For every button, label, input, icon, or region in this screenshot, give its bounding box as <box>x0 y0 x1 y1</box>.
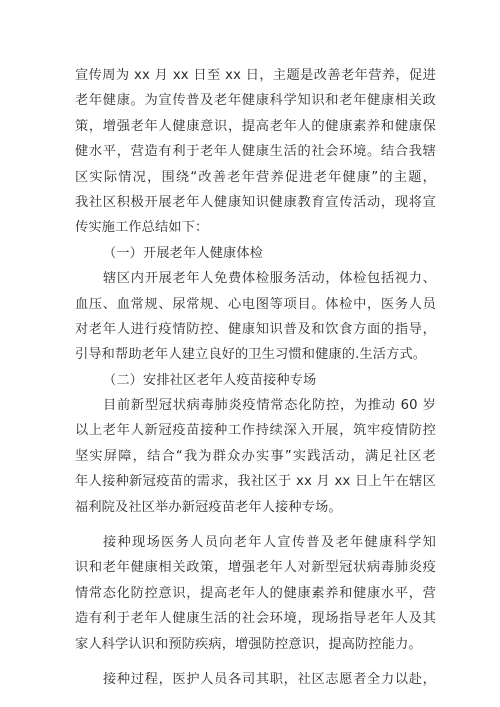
text-line: 区实际情况，围绕“改善老年营养促进老年健康”的主题， <box>75 169 436 185</box>
text-line: 识和老年健康相关政策，增强老年人对新型冠状病毒肺炎疫 <box>75 560 436 576</box>
text-line: 年人接种新冠疫苗的需求，我社区于 xx 月 xx 日上午在辖区 <box>75 474 436 490</box>
text-line: 传实施工作总结如下： <box>75 220 209 236</box>
text-line: 情常态化防控意识，提高老年人的健康素养和健康水平，营 <box>75 585 436 601</box>
text-line: 血压、血常规、尿常规、心电图等项目。体检中，医务人员 <box>75 296 436 312</box>
text-line: 目前新型冠状病毒肺炎疫情常态化防控，为推动 60 岁 <box>103 398 436 414</box>
text-line: 引导和帮助老年人建立良好的卫生习惯和健康的.生活方式。 <box>75 347 427 363</box>
text-line: 健水平，营造有利于老年人健康生活的社会环境。结合我辖 <box>75 144 436 160</box>
section-heading-health-checkup: （一）开展老年人健康体检 <box>103 245 264 261</box>
text-line: 宣传周为 xx 月 xx 日至 xx 日，主题是改善老年营养，促进 <box>75 68 436 83</box>
text-line: 策，增强老年人健康意识，提高老年人的健康素养和健康保 <box>75 118 436 134</box>
section-heading-vaccination: （二）安排社区老年人疫苗接种专场 <box>103 372 317 388</box>
paragraph-intro <box>75 63 436 241</box>
text-line: 造有利于老年人健康生活的社会环境，现场指导老年人及其 <box>75 611 436 627</box>
text-line: 我社区积极开展老年人健康知识健康教育宣传活动，现将宣 <box>75 194 436 210</box>
paragraph-vaccination-site <box>75 530 436 657</box>
text-line: 家人科学认识和预防疾病，增强防控意识，提高防控能力。 <box>75 636 422 652</box>
paragraph-gap <box>75 520 436 530</box>
text-line: 老年健康。为宣传普及老年健康科学知识和老年健康相关政 <box>75 93 436 109</box>
text-line: 对老年人进行疫情防控、健康知识普及和饮食方面的指导， <box>75 321 436 337</box>
text-line: 福利院及社区举办新冠疫苗老年人接种专场。 <box>75 499 342 515</box>
paragraph-vaccination-process <box>75 667 436 692</box>
text-line: 以上老年人新冠疫苗接种工作持续深入开展，筑牢疫情防控 <box>75 423 436 439</box>
text-line: 坚实屏障，结合“我为群众办实事”实践活动，满足社区老 <box>75 448 436 464</box>
text-line: 接种现场医务人员向老年人宣传普及老年健康科学知 <box>103 535 436 551</box>
paragraph-gap <box>75 657 436 667</box>
text-line: 接种过程，医护人员各司其职，社区志愿者全力以赴， <box>103 671 436 687</box>
paragraph-health-checkup <box>75 266 436 368</box>
text-line: 辖区内开展老年人免费体检服务活动，体检包括视力、 <box>103 271 436 287</box>
paragraph-vaccination <box>75 393 436 520</box>
